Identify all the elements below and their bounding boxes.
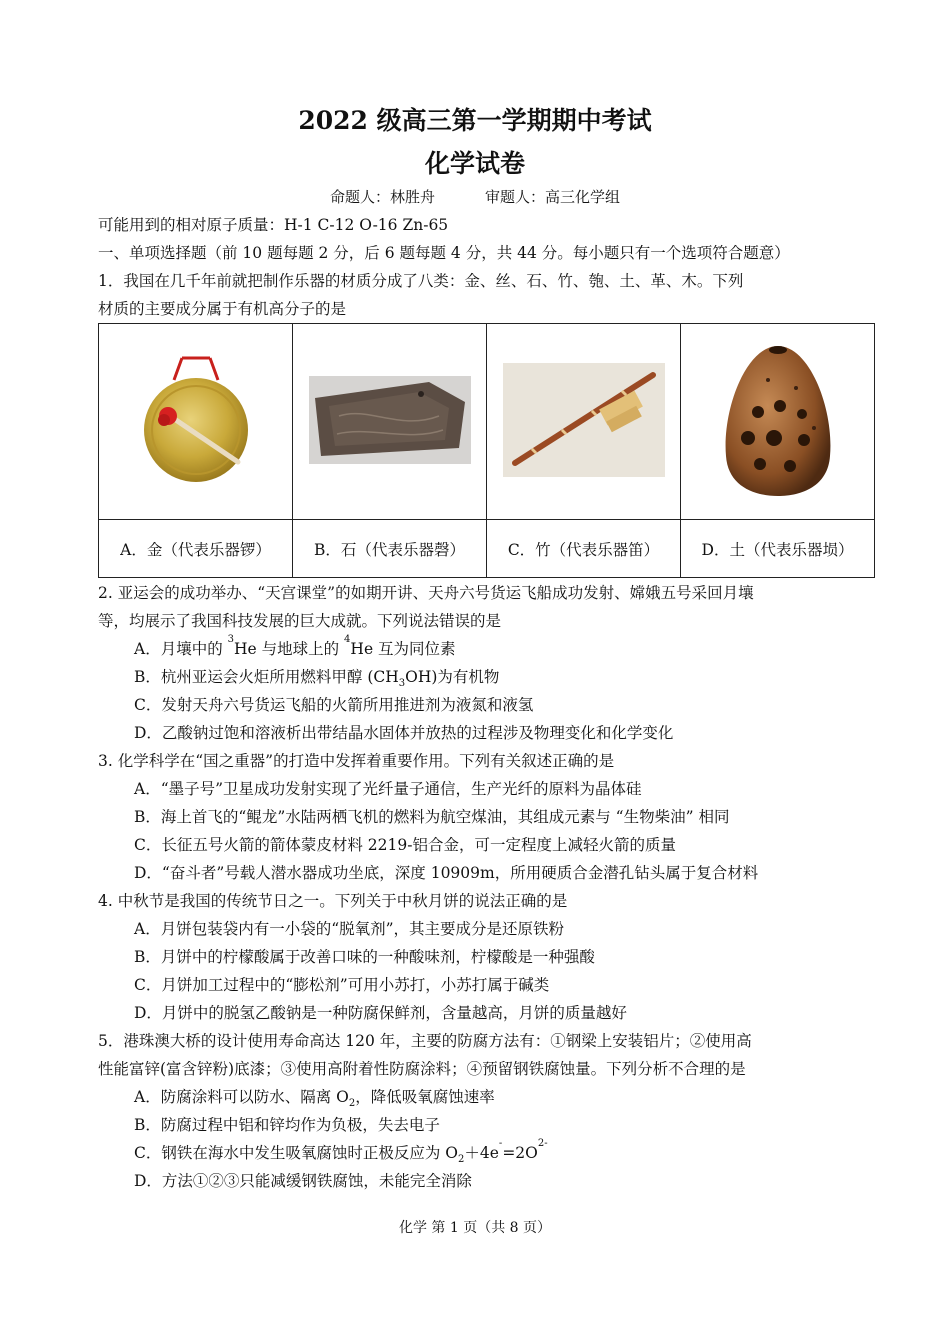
q1-option-c: C．竹（代表乐器笛） xyxy=(487,520,681,578)
gong-image-cell xyxy=(99,324,293,520)
q2-option-b: B．杭州亚运会火炬所用燃料甲醇 $(CH_3OH)$为有机物 xyxy=(134,668,500,689)
q5-stem-line1: 5．港珠澳大桥的设计使用寿命高达 120 年，主要的防腐方法有：①钢梁上安装铝片；②使用高 xyxy=(98,1032,752,1050)
q4-option-c: C．月饼加工过程中的“膨松剂”可用小苏打，小苏打属于碱类 xyxy=(134,976,550,994)
q4-stem: 4. 中秋节是我国的传统节日之一。下列关于中秋月饼的说法正确的是 xyxy=(98,892,568,910)
chime-stone-image-cell xyxy=(293,324,487,520)
exam-subtitle: 化学试卷 xyxy=(424,149,525,178)
q5-stem-line2: 性能富锌(富含锌粉)底漆；③使用高附着性防腐涂料；④预留钢铁腐蚀量。下列分析不合理的是 xyxy=(98,1060,746,1078)
q1-stem-line2: 材质的主要成分属于有机高分子的是 xyxy=(98,300,347,318)
q4-option-d: D．月饼中的脱氢乙酸钠是一种防腐保鲜剂，含量越高，月饼的质量越好 xyxy=(134,1004,627,1022)
q3-option-b: B．海上首飞的“鲲龙”水陆两栖飞机的燃料为航空煤油，其组成元素与 “生物柴油” 相同 xyxy=(134,808,730,826)
q3-option-c: C．长征五号火箭的箭体蒙皮材料 2219-铝合金，可一定程度上减轻火箭的质量 xyxy=(134,836,676,854)
page-footer: 化学 第 1 页（共 8 页） xyxy=(398,1220,552,1236)
q2-option-c: C．发射天舟六号货运飞船的火箭所用推进剂为液氮和液氢 xyxy=(134,696,534,714)
q4-option-a: A．月饼包装袋内有一小袋的“脱氧剂”，其主要成分是还原铁粉 xyxy=(134,920,565,938)
q2-option-d: D．乙酸钠过饱和溶液析出带结晶水固体并放热的过程涉及物理变化和化学变化 xyxy=(134,724,674,742)
q5-option-d: D．方法①②③只能减缓钢铁腐蚀，未能完全消除 xyxy=(134,1172,472,1190)
xun-image xyxy=(718,340,838,500)
q1-options-table xyxy=(98,323,875,578)
reviewer-label: 审题人：高三化学组 xyxy=(485,188,621,206)
q5-option-a: A．防腐涂料可以防水、隔离 $O_2$，降低吸氧腐蚀速率 xyxy=(134,1088,495,1109)
flute-image-cell xyxy=(487,324,681,520)
atomic-mass-line: 可能用到的相对原子质量：H-1 C-12 O-16 Zn-65 xyxy=(98,216,449,234)
q3-stem: 3. 化学科学在“国之重器”的打造中发挥着重要作用。下列有关叙述正确的是 xyxy=(98,752,615,770)
q2-stem-line1: 2. 亚运会的成功举办、“天宫课堂”的如期开讲、天舟六号货运飞船成功发射、嫦娥五号采回月壤 xyxy=(98,584,754,602)
q1-option-d: D．土（代表乐器埙） xyxy=(681,520,875,578)
q2-stem-line2: 等，均展示了我国科技发展的巨大成就。下列说法错误的是 xyxy=(98,612,502,630)
q1-option-a: A．金（代表乐器锣） xyxy=(99,520,293,578)
exam-title: 2022 级高三第一学期期中考试 xyxy=(298,106,652,135)
q3-option-a: A．“墨子号”卫星成功发射实现了光纤量子通信，生产光纤的原料为晶体硅 xyxy=(134,780,642,798)
q1-stem-line1: 1．我国在几千年前就把制作乐器的材质分成了八类：金、丝、石、竹、匏、土、革、木。下列 xyxy=(98,272,744,290)
q5-option-b: B．防腐过程中铝和锌均作为负极，失去电子 xyxy=(134,1116,440,1134)
q2-option-a: A．月壤中的 $^3$He 与地球上的 $^4$He 互为同位素 xyxy=(134,634,456,658)
q1-option-b: B．石（代表乐器磬） xyxy=(293,520,487,578)
flute-image xyxy=(503,363,665,477)
q3-option-d: D．“奋斗者”号载人潜水器成功坐底，深度 10909m，所用硬质合金潜孔钻头属于复合材料 xyxy=(134,864,759,882)
section-heading: 一、单项选择题（前 10 题每题 2 分，后 6 题每题 4 分，共 44 分。每小题只有一个选项符合题意） xyxy=(98,244,790,262)
author-label: 命题人：林胜舟 xyxy=(329,188,435,206)
gong-image xyxy=(126,350,266,490)
chime-stone-image xyxy=(309,376,471,464)
xun-image-cell xyxy=(681,324,875,520)
q4-option-b: B．月饼中的柠檬酸属于改善口味的一种酸味剂，柠檬酸是一种强酸 xyxy=(134,948,595,966)
q5-option-c: C．钢铁在海水中发生吸氧腐蚀时正极反应为 $O_2+4e^-=2O^{2-}$ xyxy=(134,1138,548,1165)
author-line xyxy=(0,186,950,207)
